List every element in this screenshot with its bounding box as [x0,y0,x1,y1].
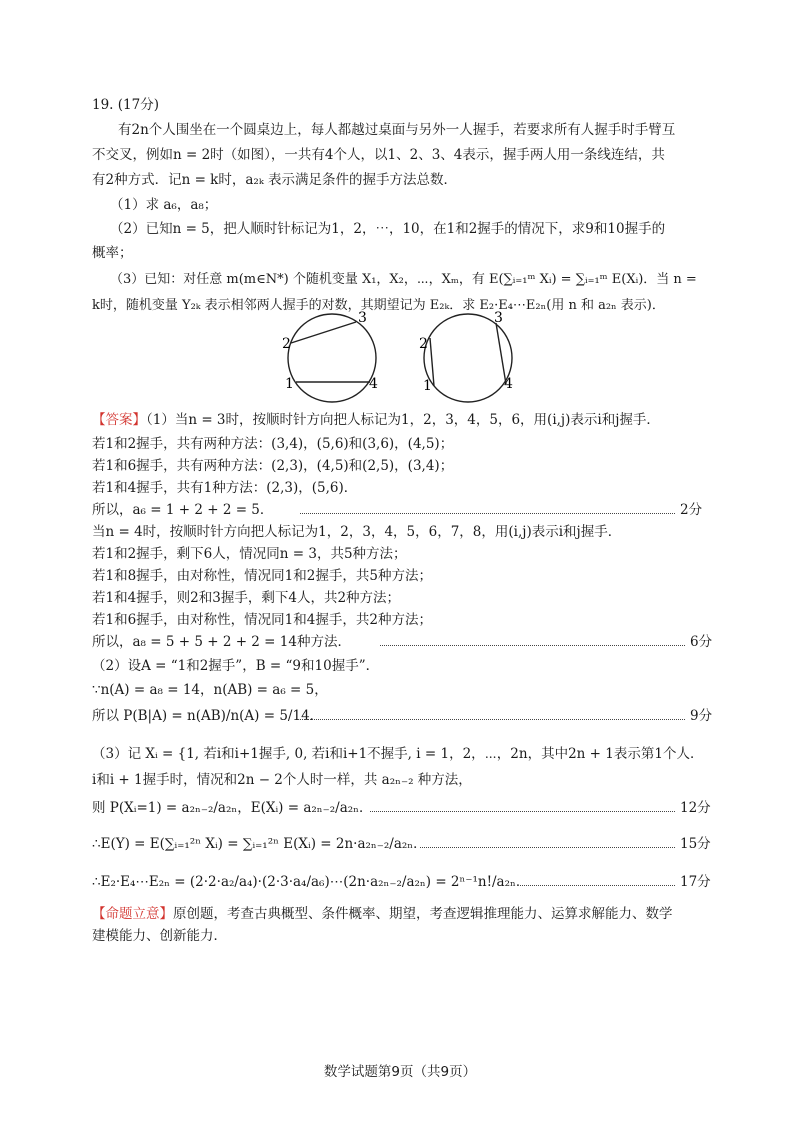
problem-line: 不交叉，例如n = 2时（如图），一共有4个人，以1、2、3、4表示，握手两人用一条线连结，共 [92,147,665,163]
score-mark: 17分 [680,874,711,890]
answer-line: 若1和6握手，共有两种方法：(2,3)，(4,5)和(2,5)，(3,4)； [92,458,454,474]
answer-first-line [92,410,660,430]
answer-line: 若1和8握手，由对称性，情况同1和2握手，共5种方法； [92,568,432,584]
intent-tag: 【命题立意】 [92,906,173,922]
figure-label-4: 4 [504,376,513,392]
figure-label-4: 4 [369,376,378,392]
answer-line: 若1和6握手，由对称性，情况同1和4握手，共2种方法； [92,612,432,628]
answer-tag: 【答案】 [92,412,146,428]
intent-line [92,904,673,924]
answer-line: ∵n(A) = a₈ = 14，n(AB) = a₆ = 5， [92,682,328,698]
dot-leader [380,645,685,646]
score-mark: 2分 [680,502,703,518]
chord-3-4 [496,323,506,384]
problem-line: 有2种方式．记n = k时，a₂ₖ 表示满足条件的握手方法总数． [92,172,458,188]
answer-line: 若1和4握手，则2和3握手，剩下4人，共2种方法； [92,590,401,606]
circle-left [288,314,376,402]
problem-line: 有2n个人围坐在一个圆桌边上，每人都越过桌面与另外一人握手，若要求所有人握手时手臂互 [118,122,676,138]
figure-label-3: 3 [358,310,367,326]
problem-line: 概率； [92,245,133,261]
chord-2-3 [291,322,356,343]
answer-line: i和i + 1握手时，情况和2n − 2个人时一样，共 a₂ₙ₋₂ 种方法， [92,772,472,788]
figure-label-1: 1 [423,378,432,394]
figure-label-2: 2 [419,336,428,352]
problem-part-2: （2）已知n = 5，把人顺时针标记为1，2，⋯，10，在1和2握手的情况下，求9和10握手的 [110,221,666,237]
answer-line: （3）记 Xᵢ = {1, 若i和i+1握手, 0, 若i和i+1不握手, i = 1，2，⋯，2n，其中2n + 1表示第1个人． [92,746,704,762]
handshake-figure [270,308,540,408]
answer-text: （1）当n = 3时，按顺时针方向把人标记为1，2，3，4，5，6，用(i,j)表示i和j握手． [146,412,660,428]
dot-leader [370,811,675,812]
answer-line: 若1和2握手，共有两种方法：(3,4)，(5,6)和(3,6)，(4,5)； [92,436,454,452]
dot-leader [300,513,675,514]
dot-leader [300,719,685,720]
score-mark: 15分 [680,836,711,852]
answer-line: ∴E₂·E₄⋯E₂ₙ = (2·2·a₂/a₄)·(2·3·a₄/a₆)⋯(2n·a₂ₙ₋₂/a₂ₙ) = 2ⁿ⁻¹n!/a₂ₙ． [92,874,530,890]
problem-number: 19. (17分) [92,97,159,113]
score-mark: 6分 [690,634,713,650]
answer-line: 则 P(Xᵢ=1) = a₂ₙ₋₂/a₂ₙ，E(Xᵢ) = a₂ₙ₋₂/a₂ₙ． [92,800,373,816]
intent-text: 原创题，考查古典概型、条件概率、期望，考查逻辑推理能力、运算求解能力、数学 [173,906,673,922]
answer-line: 若1和2握手，剩下6人，情况同n = 3，共5种方法； [92,546,407,562]
problem-part-3: （3）已知：对任意 m(m∈N*) 个随机变量 X₁，X₂，⋯，Xₘ，有 E(∑ᵢ₌₁ᵐ Xᵢ) = ∑ᵢ₌₁ᵐ E(Xᵢ)．当 n = [110,272,697,287]
problem-part-1: （1）求 a₆，a₈； [110,197,218,213]
answer-line: 当n = 4时，按顺时针方向把人标记为1，2，3，4，5，6，7，8，用(i,j)表示i和j握手． [92,524,622,540]
answer-line: 若1和4握手，共有1种方法：(2,3)，(5,6)． [92,480,358,496]
figure-label-1: 1 [285,376,294,392]
circle-right [424,314,512,402]
figure-label-3: 3 [494,310,503,326]
intent-line: 建模能力、创新能力． [92,928,227,944]
answer-line: （2）设A = “1和2握手”，B = “9和10握手”． [92,658,380,674]
score-mark: 12分 [680,800,711,816]
dot-leader [420,847,675,848]
dot-leader [520,885,675,886]
answer-line: 所以 P(B|A) = n(AB)/n(A) = 5/14． [92,708,324,724]
answer-line: 所以，a₈ = 5 + 5 + 2 + 2 = 14种方法． [92,634,351,650]
problem-line: k时，随机变量 Y₂ₖ 表示相邻两人握手的对数，其期望记为 E₂ₖ．求 E₂·E₄⋯E₂ₙ(用 n 和 a₂ₙ 表示)． [92,298,665,313]
answer-line: ∴E(Y) = E(∑ᵢ₌₁²ⁿ Xᵢ) = ∑ᵢ₌₁²ⁿ E(Xᵢ) = 2n·a₂ₙ₋₂/a₂ₙ． [92,836,427,852]
figure-label-2: 2 [282,336,291,352]
answer-line: 所以，a₆ = 1 + 2 + 2 = 5． [92,502,274,518]
score-mark: 9分 [690,708,713,724]
page-footer: 数学试题第9页（共9页） [323,1064,477,1080]
